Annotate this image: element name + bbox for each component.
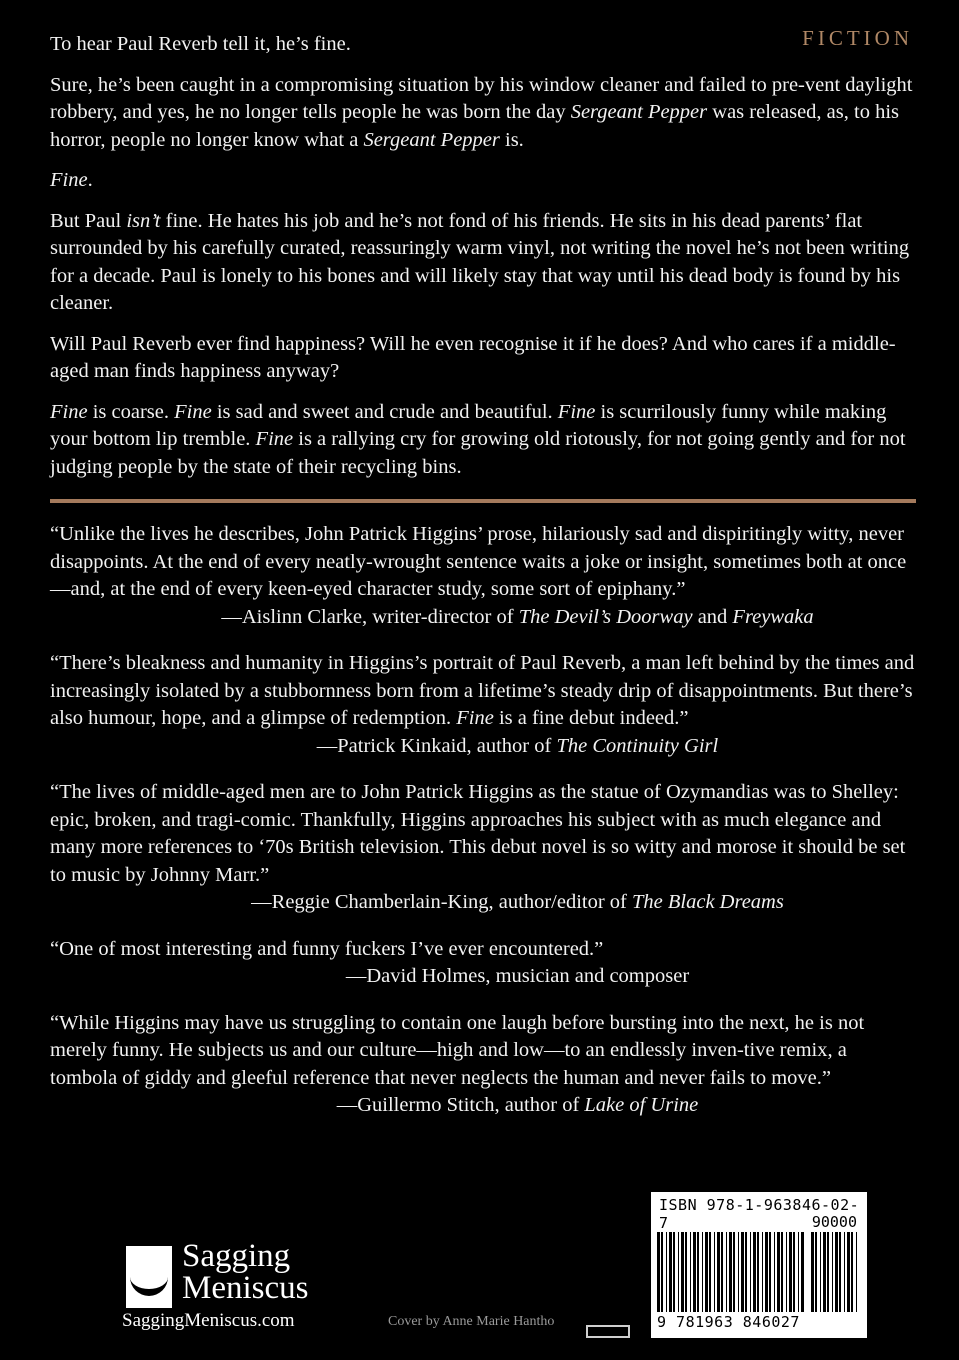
text-run: Will Paul Reverb ever find happiness? Will he even recognise it if he does? And who cares if a middle-aged man finds happiness anyway? [50,332,896,382]
text-run: But Paul [50,209,127,232]
review-quote [50,1010,915,1093]
review-quote [50,936,915,964]
publisher-logo [126,1238,326,1312]
italic-text: The Continuity Girl [556,734,719,757]
italic-text: The Black Dreams [632,891,784,913]
blank-box [586,1325,630,1338]
italic-text: Lake of Urine [584,1094,699,1116]
review-attribution [50,963,915,991]
text-run: —Guillermo Stitch, author of [336,1094,585,1116]
text-run: is. [499,128,524,151]
publisher-name: Sagging Meniscus [182,1238,309,1306]
blurb [50,31,915,494]
blurb-paragraph [50,208,915,318]
category-label: FICTION [802,26,913,50]
italic-text: Fine [557,400,596,423]
review [50,936,915,991]
text-run: —David Holmes, musician and composer [345,965,690,987]
text-run: “There’s bleakness and humanity in Higgins’s portrait of Paul Reverb, a man left behind by the times and increasingly isolated by a stubbornness born from a lifetime’s steady drip of disappointments. But there’s also humour, hope, and a glimpse of redemption. [50,652,915,729]
review-attribution [50,733,915,761]
text-run: “Unlike the lives he describes, John Patrick Higgins’ prose, hilariously sad and dispiritingly witty, never disappoints. At the end of every neatly-wrought sentence waits a joke or insight, sometimes both at once—and, at the end of every keen-eyed character study, some sort of epiphany.” [50,523,907,600]
italic-text: Fine [50,400,88,423]
review-attribution [50,604,915,632]
blurb-paragraph [50,331,915,386]
text-run: —Reggie Chamberlain-King, author/editor of [251,891,633,913]
text-run: “One of most interesting and funny fuckers I’ve ever encountered.” [50,937,604,960]
blurb-paragraph [50,31,915,59]
text-run: is coarse. [87,400,175,423]
review [50,521,915,631]
blurb-paragraph [50,167,915,195]
review-quote [50,779,915,889]
italic-text: Fine [255,428,294,450]
blurb-paragraph [50,399,915,482]
reviews [50,521,915,1139]
publisher-website: SaggingMeniscus.com [122,1310,295,1331]
text-run: . [87,169,93,191]
italic-text: Fine [50,169,88,191]
text-run: To hear Paul Reverb tell it, he’s fine. [50,33,351,55]
text-run: —Aislinn Clarke, writer-director of [221,605,519,628]
review [50,1010,915,1120]
text-run: “While Higgins may have us struggling to contain one laugh before bursting into the next, he is not merely funny. He subjects us and our culture—high and low—to an endlessly inven-tive remix, a tombola of giddy and gleeful reference that never neglects the human and never fails to move.” [50,1011,865,1089]
text-run: Sure, he’s been caught in a compromising situation by his window cleaner and failed to pre-vent daylight robbery, and yes, he no longer tells people he was born the day [50,73,913,123]
meniscus-icon [126,1246,172,1308]
italic-text: Fine [174,400,212,423]
text-run: —Patrick Kinkaid, author of [316,734,557,757]
text-run: is a rallying cry for growing old riotously, for not going gently and for not judging people by the state of their recycling bins. [50,428,906,478]
text-run: is sad and sweet and crude and beautiful. [211,400,558,423]
italic-text: Sergeant Pepper [363,128,500,151]
italic-text: Sergeant Pepper [570,101,708,123]
isbn-text: ISBN 978-1-963846-02-7 [659,1196,860,1232]
blurb-paragraph [50,72,915,155]
italic-text: isn’t [126,209,161,232]
review [50,779,915,917]
text-run: is scurrilously funny while making your bottom lip tremble. [50,400,887,450]
review-quote [50,650,915,733]
review-quote [50,521,915,604]
divider [50,499,916,503]
barcode-bars-icon [657,1232,807,1312]
cover-credit: Cover by Anne Marie Hantho [388,1314,555,1329]
review [50,650,915,760]
review-attribution [50,1092,915,1120]
text-run: is a fine debut indeed.” [493,707,689,729]
text-run: was released, as, to his horror, people no longer know what a [50,101,899,151]
italic-text: Fine [456,707,494,729]
text-run: “The lives of middle-aged men are to John Patrick Higgins as the statue of Ozymandias was to Shelley: epic, broken, and tragi-comic. Thankfully, Higgins approaches his subject with as much elegance and many more references to ‘70s British television. This debut novel is so witty and morose it should be set to music by Johnny Marr.” [50,781,906,886]
price-code: 90000 [811,1213,857,1231]
ean-digits: 9 781963 846027 [657,1313,800,1331]
text-run: fine. He hates his job and he’s not fond of his friends. He sits in his dead parents’ flat surrounded by his carefully curated, reassuringly warm vinyl, not writing the novel he’s not been writing for a decade. Paul is lonely to his bones and will likely stay that way until his dead body is found by his cleaner. [50,209,910,314]
text-run: and [692,605,733,628]
review-attribution [50,889,915,917]
italic-text: Freywaka [732,605,814,628]
barcode [651,1192,867,1338]
italic-text: The Devil’s Doorway [518,605,693,628]
barcode-addon-icon [811,1232,861,1312]
